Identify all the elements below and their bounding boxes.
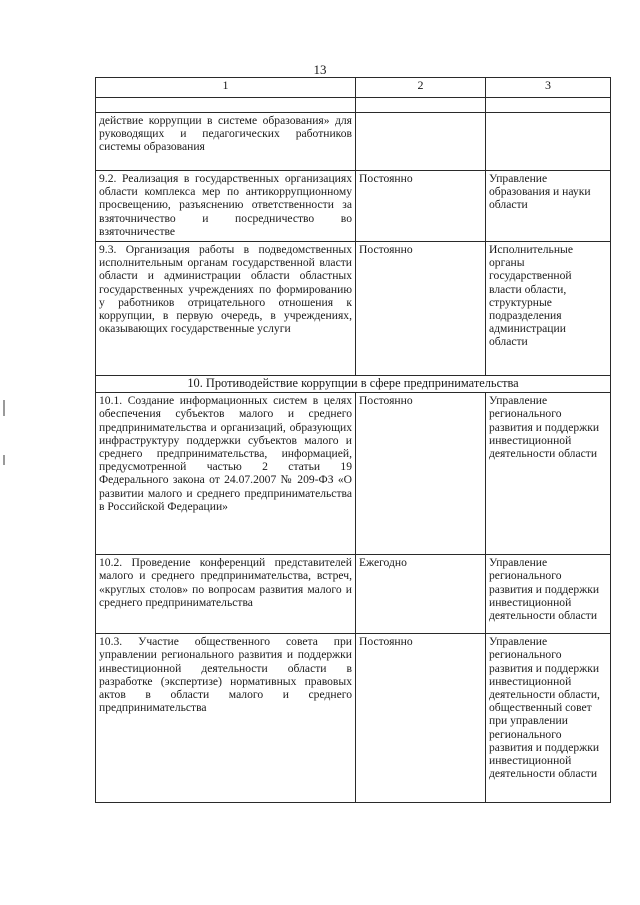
page-number: 13 — [313, 62, 327, 77]
measure-cell: 9.3. Организация работы в подведомственных исполнительным органам государственной власти области и администрации области областных государственных учреждениях по формированию у работников отрицательного отношения к коррупции, в первую очередь, в учреждениях, оказывающих государственные услуги — [96, 242, 356, 376]
measure-cell: 9.2. Реализация в государственных организациях области комплекса мер по антикоррупционному просвещению, разъяснению ответственности за взяточничество и посредничество во взяточничестве — [96, 171, 356, 242]
section-heading-row — [96, 376, 611, 393]
table-row — [96, 113, 611, 171]
measure-cell: действие коррупции в системе образования» для руководящих и педагогических работников системы образования — [96, 113, 356, 171]
executor-cell: Управление регионального развития и поддержки инвестиционной деятельности области — [486, 393, 611, 555]
table-row — [96, 242, 611, 376]
scan-margin-mark — [3, 455, 5, 465]
executor-cell: Управление регионального развития и поддержки инвестиционной деятельности области, общественный совет при управлении регионального развития и поддержки инвестиционной деятельности области — [486, 634, 611, 803]
term-cell: Постоянно — [356, 171, 486, 242]
column-header-2: 2 — [356, 78, 486, 98]
table-row — [96, 171, 611, 242]
executor-cell: Управление образования и науки области — [486, 171, 611, 242]
section-title: 10. Противодействие коррупции в сфере предпринимательства — [96, 376, 611, 393]
term-cell: Постоянно — [356, 242, 486, 376]
measure-cell: 10.3. Участие общественного совета при управлении регионального развития и поддержки инвестиционной деятельности области в разработке (экспертизе) нормативных правовых актов в области малого и среднего предпринимательства — [96, 634, 356, 803]
term-cell — [356, 113, 486, 171]
scan-margin-mark — [3, 400, 5, 416]
term-cell: Постоянно — [356, 393, 486, 555]
table-row — [96, 393, 611, 555]
term-cell: Ежегодно — [356, 555, 486, 634]
table-row — [96, 634, 611, 803]
column-header-1: 1 — [96, 78, 356, 98]
measure-cell: 10.2. Проведение конференций представителей малого и среднего предпринимательства, встреч, «круглых столов» по вопросам развития малого и среднего предпринимательства — [96, 555, 356, 634]
measure-cell: 10.1. Создание информационных систем в целях обеспечения субъектов малого и среднего предпринимательства и организаций, образующих инфраструктуру поддержки субъектов малого и среднего предпринимательства, информацией, предусмотренной частью 2 статьи 19 Федерального закона от 24.07.2007 № 209-ФЗ «О развитии малого и среднего предпринимательства в Российской Федерации» — [96, 393, 356, 555]
executor-cell: Управление регионального развития и поддержки инвестиционной деятельности области — [486, 555, 611, 634]
table-row — [96, 555, 611, 634]
column-number-header — [96, 78, 611, 98]
executor-cell: Исполнительные органы государственной власти области, структурные подразделения администрации области — [486, 242, 611, 376]
term-cell: Постоянно — [356, 634, 486, 803]
executor-cell — [486, 113, 611, 171]
measures-table — [95, 77, 611, 803]
header-spacer-row — [96, 98, 611, 113]
column-header-3: 3 — [486, 78, 611, 98]
